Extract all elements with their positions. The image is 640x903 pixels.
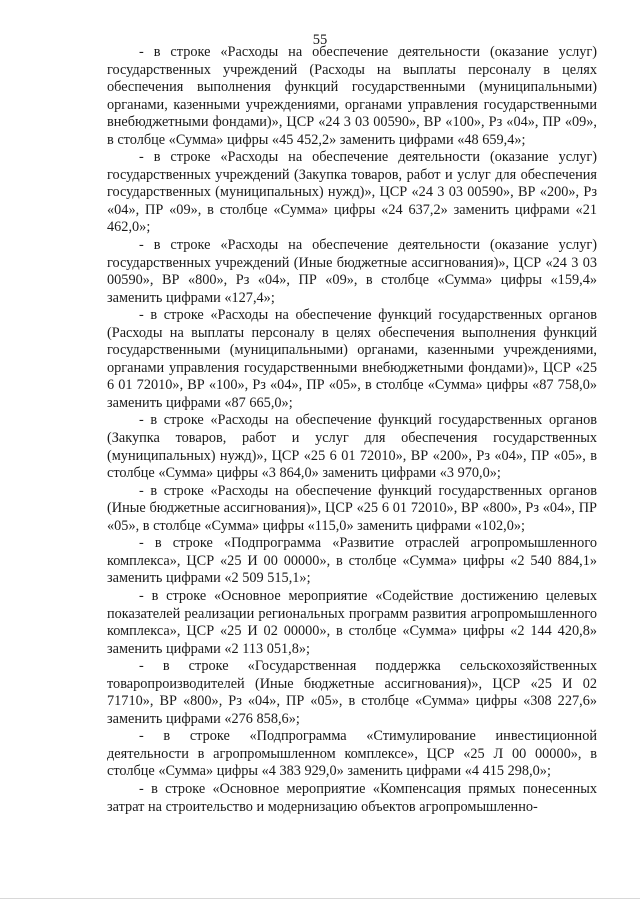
paragraph: - в строке «Подпрограмма «Развитие отраслей агропромышленного комплекса», ЦСР «25 И 00 00000», в столбце «Сумма» цифры «2 540 884,1» заменить цифрами «2 509 515,1»; [107,535,597,587]
paragraph: - в строке «Расходы на обеспечение функций государственных органов (Закупка товаров, работ и услуг для обеспечения государственных (муниципальных) нужд)», ЦСР «25 6 01 72010», ВР «200», Рз «04», ПР «05», в столбце «Сумма» цифры «3 864,0» заменить цифрами «3 970,0»; [107,412,597,482]
page-bottom-divider [0,898,640,899]
paragraph: - в строке «Основное мероприятие «Компенсация прямых понесенных затрат на строительство и модернизацию объектов агропромышленно- [107,780,597,815]
paragraph: - в строке «Расходы на обеспечение деятельности (оказание услуг) государственных учреждений (Иные бюджетные ассигнования)», ЦСР «24 3 03 00590», ВР «800», Рз «04», ПР «09», в столбце «Сумма» цифры «159,4» заменить цифрами «127,4»; [107,237,597,306]
paragraph: - в строке «Расходы на обеспечение деятельности (оказание услуг) государственных учреждений (Закупка товаров, работ и услуг для обеспечения государственных (муниципальных) нужд)», ЦСР «24 3 03 00590», ВР «200», Рз «04», ПР «09», в столбце «Сумма» цифры «24 637,2» заменить цифрами «21 462,0»; [107,149,597,236]
paragraph: - в строке «Подпрограмма «Стимулирование инвестиционной деятельности в агропромышленном комплексе», ЦСР «25 Л 00 00000», в столбце «Сумма» цифры «4 383 929,0» заменить цифрами «4 415 298,0»; [107,728,597,780]
paragraph: - в строке «Основное мероприятие «Содействие достижению целевых показателей реализации региональных программ развития агропромышленного комплекса», ЦСР «25 И 02 00000», в столбце «Сумма» цифры «2 144 420,8» заменить цифрами «2 113 051,8»; [107,587,597,657]
paragraph: - в строке «Расходы на обеспечение функций государственных органов (Иные бюджетные ассигнования)», ЦСР «25 6 01 72010», ВР «800», Рз «04», ПР «05», в столбце «Сумма» цифры «115,0» заменить цифрами «102,0»; [107,482,597,534]
paragraph: - в строке «Расходы на обеспечение функций государственных органов (Расходы на выплаты персоналу в целях обеспечения выполнения функций государственными (муниципальными) органами, казенными учреждениями, органами управления государственными внебюджетными фондами)», ЦСР «25 6 01 72010», ВР «100», Рз «04», ПР «05», в столбце «Сумма» цифры «87 758,0» заменить цифрами «87 665,0»; [107,307,597,411]
paragraph: - в строке «Государственная поддержка сельскохозяйственных товаропроизводителей (Иные бюджетные ассигнования)», ЦСР «25 И 02 71710», ВР «800», Рз «04», ПР «05», в столбце «Сумма» цифры «308 227,6» заменить цифрами «276 858,6»; [107,658,597,727]
document-body [107,44,597,816]
paragraph: - в строке «Расходы на обеспечение деятельности (оказание услуг) государственных учреждений (Расходы на выплаты персоналу в целях обеспечения выполнения функций государственными (муниципальными) органами, казенными учреждениями, органами управления государственными внебюджетными фондами)», ЦСР «24 3 03 00590», ВР «100», Рз «04», ПР «09», в столбце «Сумма» цифры «45 452,2» заменить цифрами «48 659,4»; [107,44,597,148]
page-number: 55 [312,32,328,48]
